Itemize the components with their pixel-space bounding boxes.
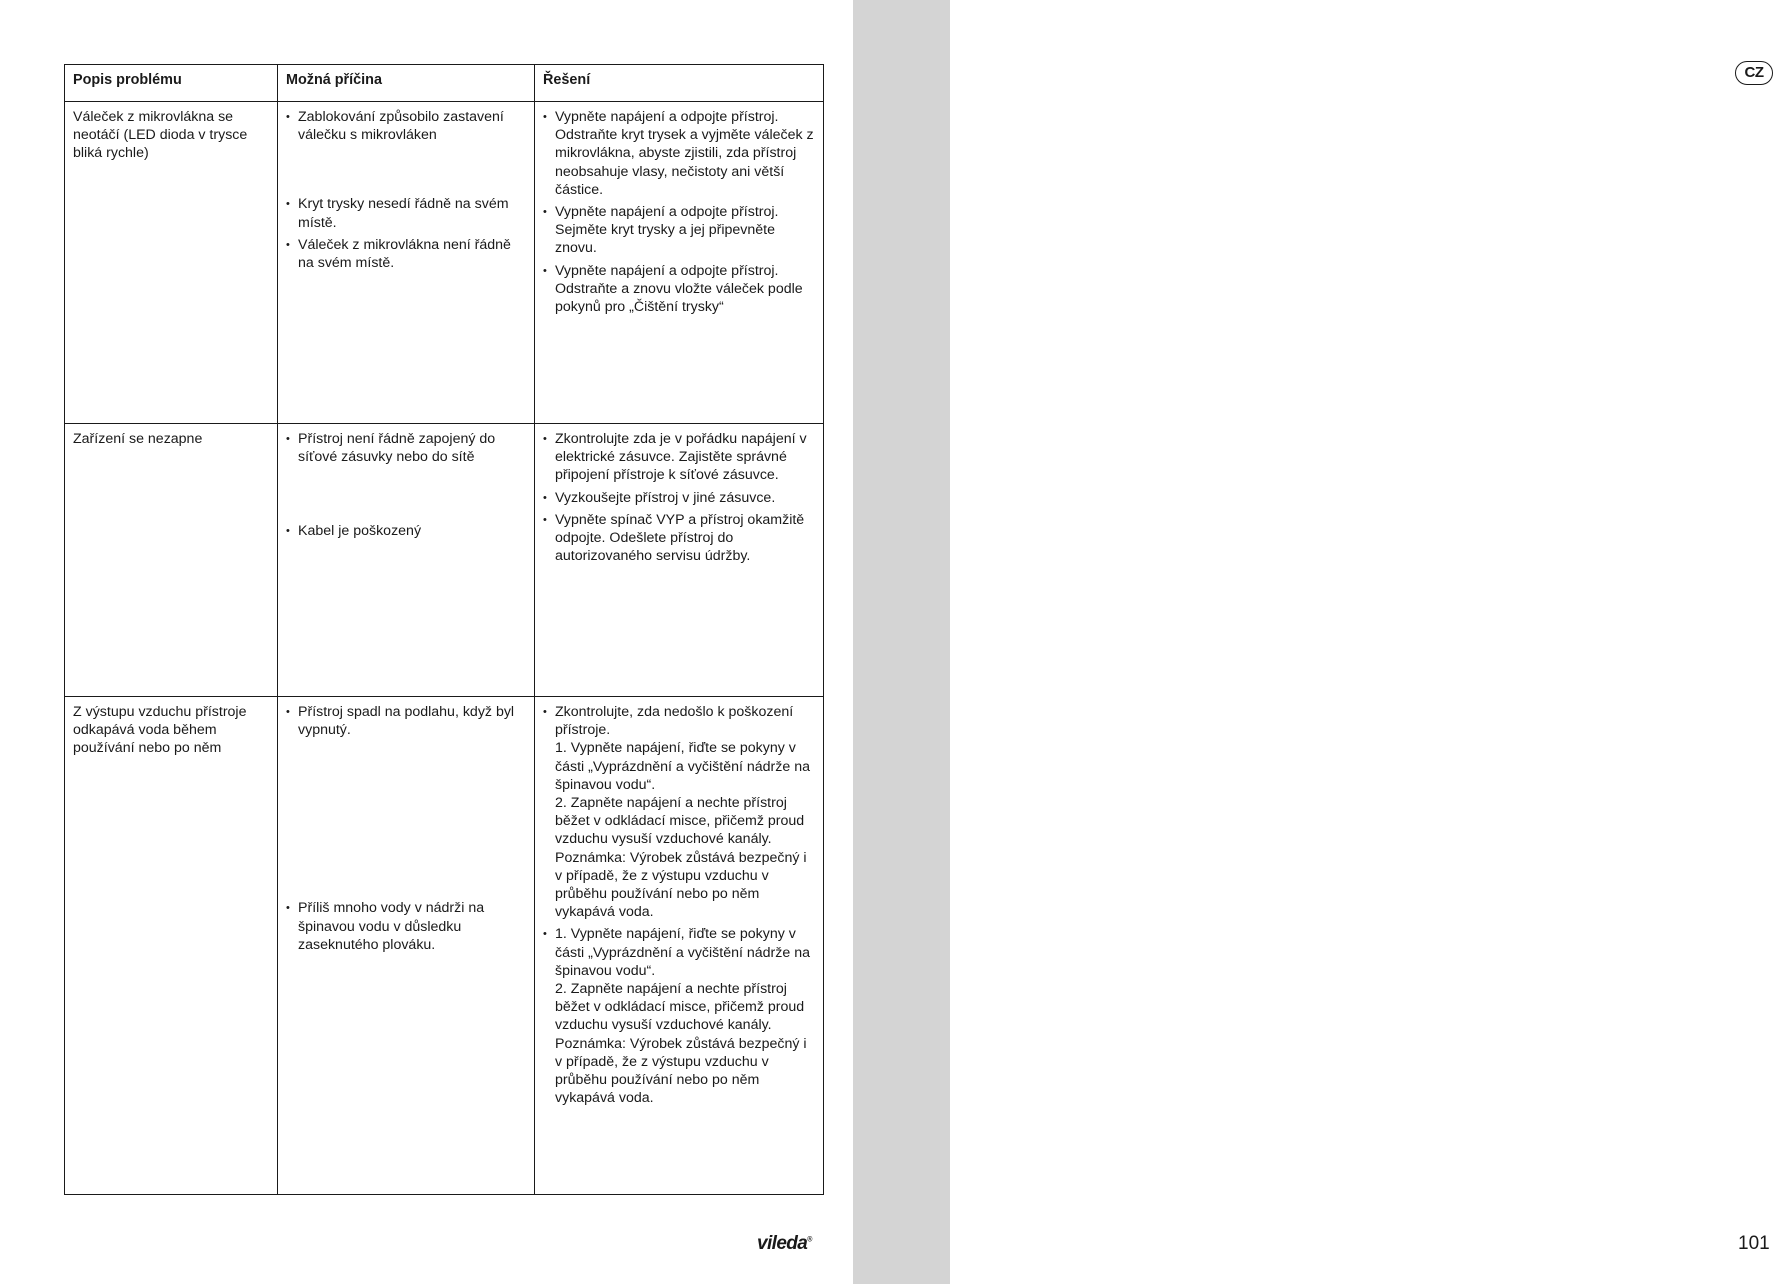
cause-item: • Kabel je poškozený [286, 523, 422, 540]
header-solution: Řešení [535, 65, 824, 102]
solution-item: • Vypněte spínač VYP a přístroj okamžitě odpojte. Odešlete přístroj do autorizovaného servisu údržby. [543, 511, 805, 565]
cause-item: • Váleček z mikrovlákna není řádně na svém místě. [286, 236, 511, 272]
bullet-icon: • [543, 433, 547, 445]
cause-item: • Příliš mnoho vody v nádrži na špinavou vodu v důsledku zaseknutého plováku. [286, 900, 485, 953]
problem-cell: Váleček z mikrovlákna se neotáčí (LED dioda v trysce bliká rychle) [65, 102, 278, 424]
solution-item: • Zkontrolujte, zda nedošlo k poškození přístroje. 1. Vypněte napájení, řiďte se pokyny v části „Vyprázdnění a vyčištění nádrže na špinavou vodu“. 2. Zapněte napájení a nechte přístroj běžet v odkládací misce, přičemž proud vzduchu vysuší vzduchové kanály. Poznámka: Výrobek zůstává bezpečný i v případě, že z výstupu vzduchu v průběhu používání nebo po něm vykapává voda. [543, 704, 810, 921]
bullet-icon: • [286, 525, 290, 538]
bullet-icon: • [543, 491, 547, 504]
table-row [65, 102, 824, 424]
bullet-icon: • [543, 111, 547, 123]
solution-cell [535, 697, 824, 1195]
bullet-icon: • [543, 206, 547, 219]
solution-item: • Vypněte napájení a odpojte přístroj. Odstraňte a znovu vložte váleček podle pokynů pro „Čištění trysky“ [543, 262, 803, 316]
cause-item: • Kryt trysky nesedí řádně na svém místě. [286, 196, 509, 231]
page-number: 101 [1738, 1233, 1770, 1254]
solution-cell [535, 424, 824, 697]
troubleshooting-table [64, 64, 824, 1195]
solution-item: • Zkontrolujte zda je v pořádku napájení v elektrické zásuvce. Zajistěte správné připojení přístroje k síťové zásuvce. [543, 431, 807, 484]
header-cause: Možná příčina [278, 65, 535, 102]
table-row [65, 697, 824, 1195]
brand-logo [757, 1233, 812, 1255]
cause-cell [278, 697, 535, 1195]
bullet-icon: • [286, 433, 290, 445]
table-row [65, 424, 824, 697]
brand-logo-text: vileda [757, 1233, 808, 1254]
table-header-row [65, 65, 824, 102]
bullet-icon: • [286, 902, 290, 915]
bullet-icon: • [286, 111, 290, 123]
bullet-icon: • [543, 706, 547, 718]
side-margin-band [853, 0, 1770, 1284]
cause-cell [278, 102, 535, 424]
bullet-icon: • [543, 264, 547, 277]
bullet-icon: • [286, 706, 290, 718]
header-problem: Popis problému [65, 65, 278, 102]
language-badge: CZ [1735, 61, 1773, 85]
bullet-icon: • [286, 198, 290, 211]
solution-item: • Vypněte napájení a odpojte přístroj. Sejměte kryt trysky a jej připevněte znovu. [543, 204, 779, 257]
problem-cell: Zařízení se nezapne [65, 424, 278, 697]
solution-item: • Vyzkoušejte přístroj v jiné zásuvce. [543, 489, 776, 506]
problem-cell: Z výstupu vzduchu přístroje odkapává voda během používání nebo po něm [65, 697, 278, 1195]
cause-item: • Přístroj spadl na podlahu, když byl vypnutý. [286, 704, 515, 739]
registered-mark: ® [807, 1236, 812, 1244]
solution-item: • 1. Vypněte napájení, řiďte se pokyny v části „Vyprázdnění a vyčištění nádrže na špinavou vodu“. 2. Zapněte napájení a nechte přístroj běžet v odkládací misce, přičemž proud vzduchu vysuší vzduchové kanály. Poznámka: Výrobek zůstává bezpečný i v případě, že z výstupu vzduchu v průběhu používání nebo po něm vykapává voda. [543, 926, 810, 1107]
solution-cell [535, 102, 824, 424]
cause-item: • Zablokování způsobilo zastavení válečku s mikrovláken [286, 109, 504, 144]
bullet-icon: • [543, 513, 547, 526]
bullet-icon: • [543, 928, 547, 941]
cause-cell [278, 424, 535, 697]
bullet-icon: • [286, 238, 290, 251]
solution-item: • Vypněte napájení a odpojte přístroj. Odstraňte kryt trysek a vyjměte váleček z mikrovlákna, abyste zjistili, zda přístroj neobsahuje vlasy, nečistoty ani větší částice. [543, 109, 814, 198]
cause-item: • Přístroj není řádně zapojený do síťové zásuvky nebo do sítě [286, 431, 496, 466]
